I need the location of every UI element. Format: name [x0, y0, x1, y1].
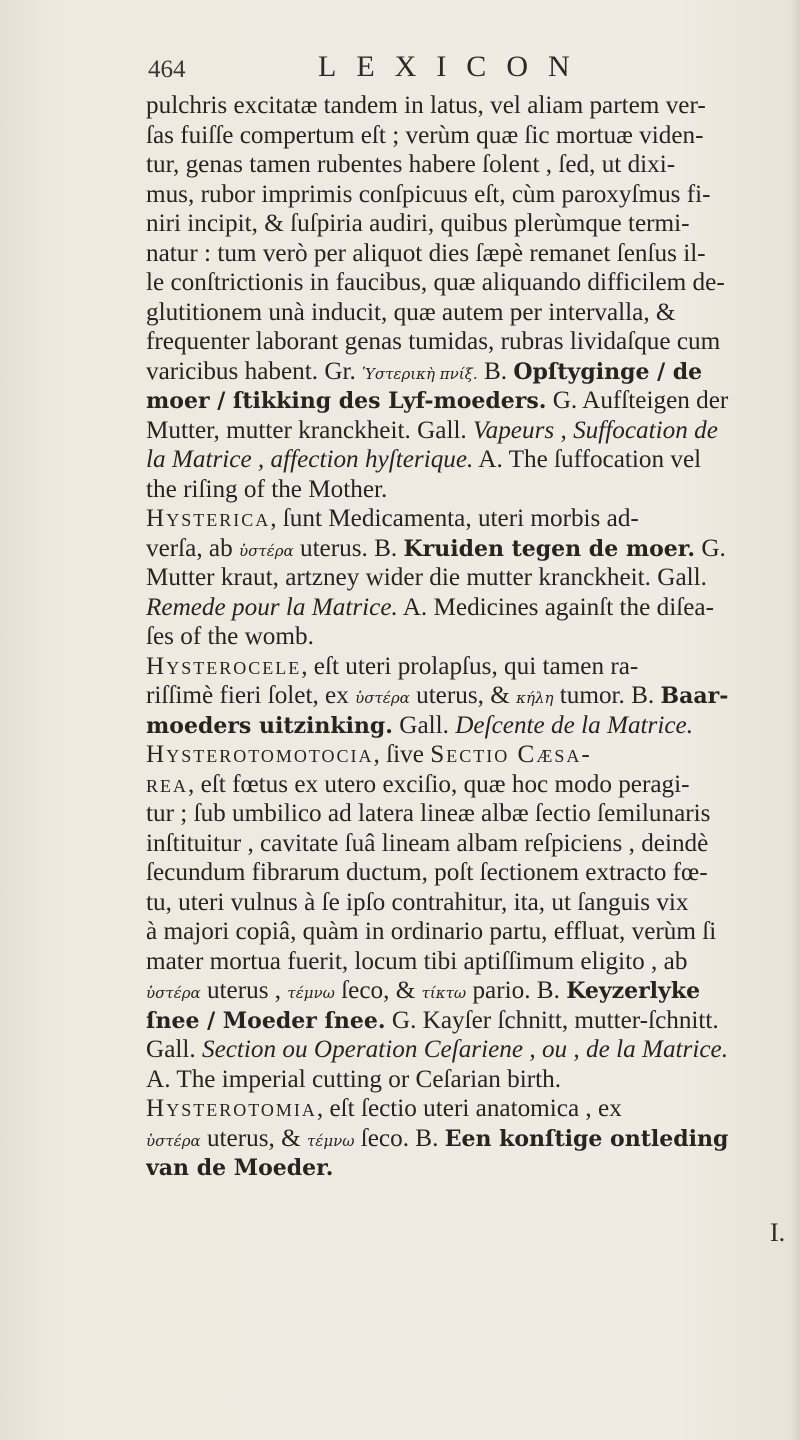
page-edge-shadow	[790, 0, 800, 1440]
text-run: G.	[695, 534, 726, 562]
blackletter-text: Baar-	[660, 683, 729, 709]
text-line	[146, 799, 796, 829]
greek-text: Ὑστερικὴ πνίξ.	[362, 364, 478, 383]
text-line	[146, 770, 796, 800]
text-line	[146, 91, 796, 121]
text-line	[146, 445, 796, 475]
text-run: Gall.	[146, 1036, 202, 1063]
text-line	[146, 298, 796, 328]
text-line	[146, 386, 796, 416]
text-line	[146, 534, 796, 564]
greek-text: τέμνω	[287, 984, 335, 1002]
text-run: the riſing of the Mother.	[146, 475, 388, 503]
italic-text: Remede pour la Matrice.	[146, 593, 398, 621]
text-run: glutitionem unà inducit, quæ autem per intervalla, &	[146, 298, 676, 326]
text-line	[146, 357, 796, 387]
page-header-title: LEXICON	[318, 50, 590, 83]
blackletter-text: van de Moeder.	[146, 1155, 334, 1181]
text-run: riſſimè fieri ſolet, ex	[146, 682, 356, 709]
blackletter-text: moeders uitzinking.	[146, 712, 393, 739]
text-run: à majori copiâ, quàm in ordinario partu, effluat, verùm ſi	[146, 918, 717, 945]
text-run: tu, uteri vulnus à ſe ipſo contrahitur, ita, ut ſanguis vix	[146, 888, 689, 916]
text-run: , eſt ſectio uteri anatomica , ex	[316, 1095, 622, 1122]
text-run: ſecundum fibrarum ductum, poſt ſectionem extracto fœ-	[146, 859, 708, 886]
text-run: A. The imperial cutting or Ceſarian birth.	[146, 1065, 562, 1093]
greek-text: κήλη	[516, 689, 554, 707]
text-run: , eſt fœtus ex utero exciſio, quæ hoc modo peragi-	[188, 770, 690, 798]
text-run: pulchris excitatæ tandem in latus, vel aliam partem ver-	[146, 92, 706, 119]
text-line	[146, 1006, 796, 1036]
headword: Hysterica	[146, 505, 271, 532]
text-line	[146, 1065, 796, 1095]
blackletter-text: ſnee / Moeder ſnee.	[146, 1007, 386, 1034]
blackletter-text: Een konſtige ontleding	[444, 1125, 729, 1152]
text-run: , ſive	[373, 741, 431, 768]
italic-text: Vapeurs , Suffocation de	[473, 416, 718, 444]
text-run: tumor. B.	[553, 682, 661, 709]
text-run: uterus ,	[200, 977, 288, 1004]
text-line	[146, 180, 796, 210]
greek-text: τίκτω	[421, 984, 467, 1002]
text-line	[146, 947, 796, 977]
greek-text: τέμνω	[307, 1131, 355, 1150]
text-line	[146, 829, 796, 859]
headword: Hysterocele	[146, 652, 302, 680]
text-line	[146, 563, 796, 593]
text-run: A. The ſuffocation vel	[473, 446, 702, 473]
text-run: inſtituitur , cavitate ſuâ lineam albam reſpiciens , deindè	[146, 829, 709, 857]
text-run: ſeco. B.	[354, 1124, 445, 1152]
text-line	[146, 239, 796, 269]
running-head	[148, 48, 768, 88]
text-run: ſes of the womb.	[146, 623, 314, 650]
headword: Hysterotomotocia	[146, 741, 374, 768]
text-run: B.	[477, 357, 514, 385]
text-run: Mutter kraut, artzney wider die mutter kranckheit. Gall.	[146, 564, 707, 591]
text-line	[146, 917, 796, 947]
headword: Sectio Cæsa-	[430, 741, 592, 768]
text-line	[146, 327, 796, 357]
text-run: ſas fuiſſe compertum eſt ; verùm quæ ſic mortuæ viden-	[146, 121, 704, 149]
text-run: A. Medicines againſt the diſea-	[397, 593, 714, 621]
text-run: uterus, &	[409, 682, 517, 709]
text-line	[146, 1094, 796, 1124]
text-line	[146, 622, 796, 652]
greek-text: ὑστέρα	[355, 689, 410, 707]
text-line	[146, 1035, 796, 1065]
text-line	[146, 858, 796, 888]
text-run: frequenter laborant genas tumidas, rubras lividaſque cum	[146, 328, 721, 355]
text-line	[146, 888, 796, 918]
text-run: uterus, &	[200, 1124, 307, 1152]
text-line	[146, 593, 796, 623]
text-run: ſeco, &	[334, 977, 422, 1004]
blackletter-text: Opſtyginge / de	[513, 358, 703, 385]
page-number: 464	[148, 56, 186, 83]
italic-text: Section ou Operation Ceſariene , ou , de la Matrice.	[201, 1036, 729, 1063]
italic-text: la Matrice , affection hyſterique.	[146, 446, 474, 473]
blackletter-text: moer / ſtikking des Lyf-moeders.	[146, 388, 547, 414]
text-line	[146, 209, 796, 239]
text-line	[146, 976, 796, 1006]
text-run: , ſunt Medicamenta, uteri morbis ad-	[270, 505, 639, 532]
headword: Hysterotomia	[146, 1095, 317, 1122]
text-run: tur, genas tamen rubentes habere ſolent , ſed, ut dixi-	[146, 151, 676, 178]
greek-text: ὑστέρα	[239, 541, 294, 560]
text-run: natur : tum verò per aliquot dies ſæpè remanet ſenſus il-	[146, 239, 706, 267]
blackletter-text: Keyzerlyke	[566, 978, 701, 1004]
text-run: verſa, ab	[146, 534, 240, 562]
text-run: G. Aufſteigen der	[546, 387, 729, 414]
text-run: tur ; ſub umbilico ad latera lineæ albæ ſectio ſemilunaris	[146, 800, 711, 827]
text-run: mus, rubor imprimis conſpicuus eſt, cùm paroxyſmus fi-	[146, 180, 711, 208]
text-run: uterus. B.	[293, 534, 404, 562]
headword: rea	[146, 770, 188, 798]
text-run: mater mortua fuerit, locum tibi aptiſſimum eligito , ab	[146, 947, 688, 975]
greek-text: ὑστέρα	[146, 984, 201, 1002]
text-line	[146, 268, 796, 298]
text-line	[146, 681, 796, 711]
text-line	[146, 504, 796, 534]
text-run: Gall.	[392, 711, 456, 739]
text-run: Mutter, mutter kranckheit. Gall.	[146, 416, 474, 444]
text-line	[146, 1124, 796, 1154]
text-line	[146, 652, 796, 682]
text-run: niri incipit, & ſuſpiria audiri, quibus plerùmque termi-	[146, 210, 690, 237]
text-line	[146, 416, 796, 446]
greek-text: ὑστέρα	[146, 1131, 201, 1150]
text-run: pario. B.	[466, 977, 567, 1004]
text-line	[146, 475, 796, 505]
lexicon-text-block	[146, 91, 796, 1183]
text-run: G. Kayſer ſchnitt, mutter-ſchnitt.	[385, 1006, 719, 1034]
text-line	[146, 740, 796, 770]
italic-text: Deſcente de la Matrice.	[455, 711, 694, 739]
text-line	[146, 150, 796, 180]
text-run: varicibus habent. Gr.	[146, 357, 363, 385]
text-run: , eſt uteri prolapſus, qui tamen ra-	[301, 652, 639, 680]
text-line	[146, 711, 796, 741]
blackletter-text: Kruiden tegen de moer.	[403, 535, 696, 562]
text-line	[146, 121, 796, 151]
catchword: I.	[770, 1218, 786, 1247]
text-line	[146, 1153, 796, 1183]
text-run: le conſtrictionis in faucibus, quæ aliquando difficilem de-	[146, 269, 725, 296]
